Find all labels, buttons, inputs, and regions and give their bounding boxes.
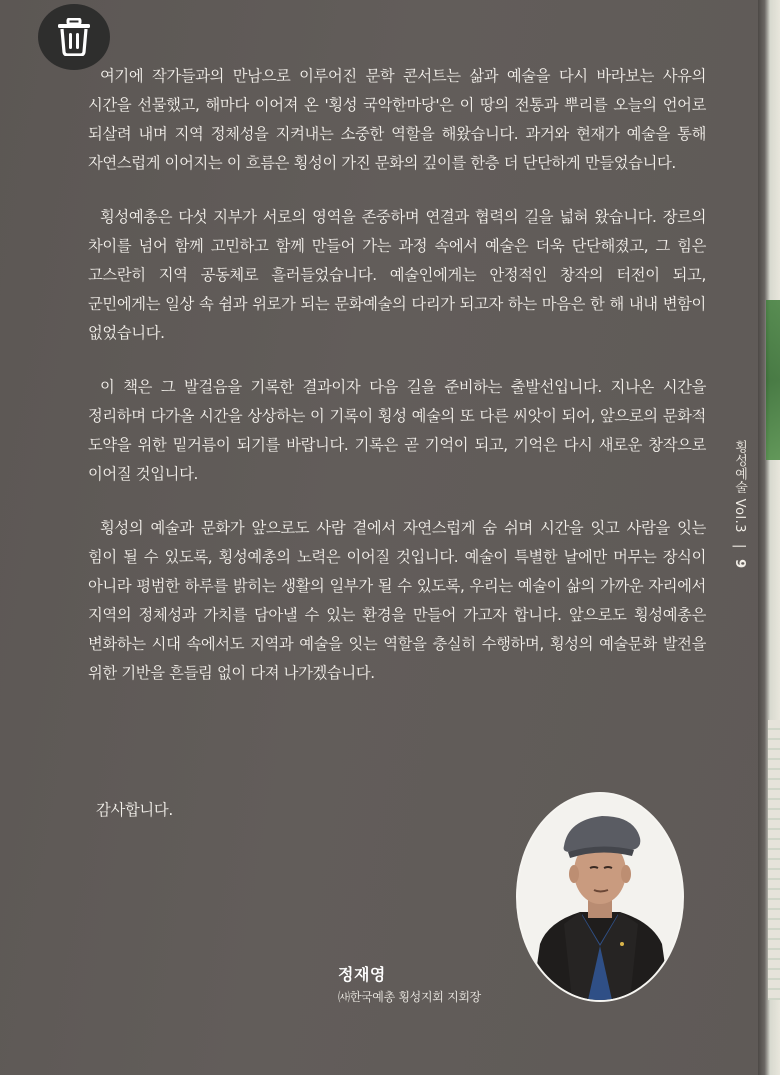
trash-icon	[57, 18, 91, 56]
footer-separator: |	[732, 543, 747, 549]
delete-button[interactable]	[38, 4, 110, 70]
closing-line: 감사합니다.	[96, 801, 173, 819]
next-page-edge-print	[766, 300, 780, 460]
paragraph-2: 횡성예총은 다섯 지부가 서로의 영역을 존중하며 연결과 협력의 길을 넓혀 왔습니다. 장르의 차이를 넘어 함께 고민하고 함께 만들어 가는 과정 속에서 예술은 더욱 단단해졌고, 그 힘은 고스란히 지역 공동체로 흘러들었습니다. 예술인에게는 안정적인 창작의 터전이 되고, 군민에게는 일상 속 쉼과 위로가 되는 문화예술의 다리가 되고자 하는 마음은 한 해 내내 변함이 없었습니다.	[88, 208, 706, 342]
author-name: 정재영	[338, 965, 386, 984]
running-footer	[730, 440, 749, 569]
next-page-edge-texture	[768, 720, 780, 1000]
author-title: ㈔한국예총 횡성지회 지회장	[338, 990, 481, 1004]
page-number: 9	[732, 559, 747, 569]
letter-body	[88, 62, 706, 713]
portrait-image	[518, 794, 682, 1000]
author-portrait	[518, 794, 682, 1000]
publication-title: 횡성예술 Vol.3	[732, 440, 747, 533]
paragraph-4: 횡성의 예술과 문화가 앞으로도 사람 곁에서 자연스럽게 숨 쉬며 시간을 잇고 사람을 잇는 힘이 될 수 있도록, 횡성예총의 노력은 이어질 것입니다. 예술이 특별한 날에만 머무는 장식이 아니라 평범한 하루를 밝히는 생활의 일부가 될 수 있도록, 우리는 예술이 삶의 가까운 자리에서 지역의 정체성과 가치를 담아낼 수 있는 환경을 만들어 가고자 합니다. 앞으로도 횡성예총은 변화하는 시대 속에서도 지역과 예술을 잇는 역할을 충실히 수행하며, 횡성의 예술문화 발전을 위한 기반을 흔들림 없이 다져 나가겠습니다.	[88, 519, 706, 682]
paragraph-3: 이 책은 그 발걸음을 기록한 결과이자 다음 길을 준비하는 출발선입니다. 지나온 시간을 정리하며 다가올 시간을 상상하는 이 기록이 횡성 예술의 또 다른 씨앗이 되어, 앞으로의 문화적 도약을 위한 밑거름이 되기를 바랍니다. 기록은 곧 기억이 되고, 기억은 다시 새로운 창작으로 이어질 것입니다.	[88, 378, 706, 483]
paragraph-1: 여기에 작가들과의 만남으로 이루어진 문학 콘서트는 삶과 예술을 다시 바라보는 사유의 시간을 선물했고, 해마다 이어져 온 '횡성 국악한마당'은 이 땅의 전통과 뿌리를 오늘의 언어로 되살려 내며 지역 정체성을 지켜내는 소중한 역할을 해왔습니다. 과거와 현재가 예술을 통해 자연스럽게 이어지는 이 흐름은 횡성이 가진 문화의 깊이를 한층 더 단단하게 만들었습니다.	[88, 67, 706, 172]
